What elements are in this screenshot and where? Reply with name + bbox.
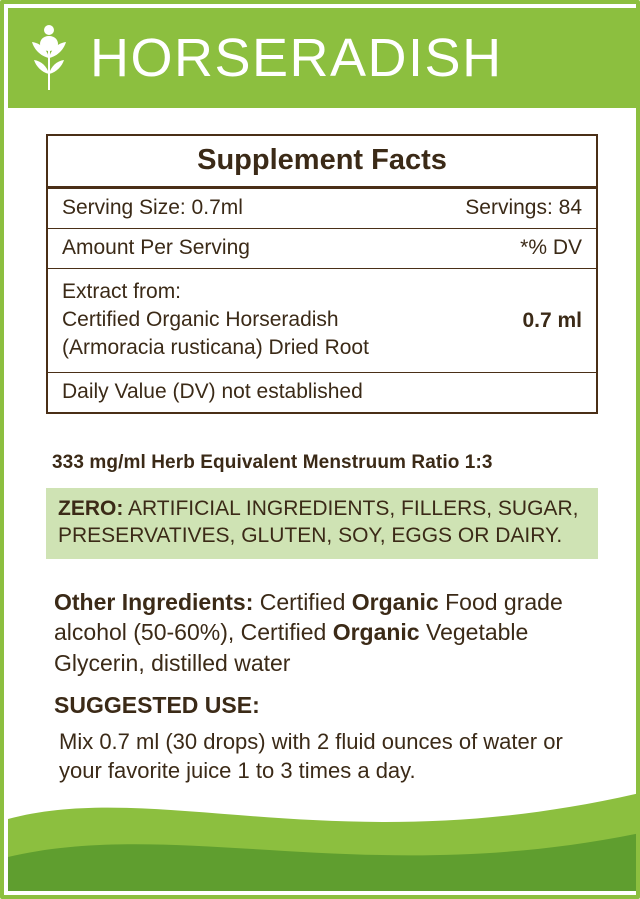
footer-swoosh	[8, 771, 640, 891]
servings-count-label: Servings: 84	[465, 196, 582, 219]
supplement-facts-title: Supplement Facts	[197, 144, 447, 176]
amount-per-serving-label: Amount Per Serving	[62, 236, 250, 259]
serving-row	[48, 189, 596, 228]
extract-amount: 0.7 ml	[522, 309, 582, 332]
amount-per-serving-row	[48, 229, 596, 268]
organic-emphasis-1: Organic	[351, 589, 439, 615]
percent-dv-header: *% DV	[520, 236, 582, 259]
extract-heading: Extract from:	[62, 280, 182, 303]
daily-value-note: Daily Value (DV) not established	[62, 380, 363, 404]
serving-size-label: Serving Size: 0.7ml	[62, 196, 243, 219]
plant-sprout-icon	[8, 8, 90, 108]
supplement-facts-panel	[46, 134, 598, 414]
other-ingredients-block	[54, 587, 602, 678]
other-ingredients-heading: Other Ingredients:	[54, 589, 254, 615]
herb-equivalent-line: 333 mg/ml Herb Equivalent Menstruum Ratio 1:3	[52, 452, 493, 473]
suggested-use-heading: SUGGESTED USE:	[54, 692, 260, 718]
zero-prefix: ZERO:	[58, 497, 124, 520]
other-ingredients-part-2: Food grade alcohol (50-60%), Certified	[54, 589, 563, 646]
zero-claims-band	[46, 488, 598, 559]
other-ingredients-part-3: Vegetable Glycerin, distilled water	[54, 619, 529, 676]
zero-text: ARTIFICIAL INGREDIENTS, FILLERS, SUGAR, PRESERVATIVES, GLUTEN, SOY, EGGS OR DAIRY.	[58, 497, 579, 548]
extract-block	[48, 269, 596, 372]
extract-line-2: (Armoracia rusticana) Dried Root	[62, 336, 369, 360]
label-header	[8, 8, 640, 108]
organic-emphasis-2: Organic	[332, 619, 420, 646]
suggested-use-body: Mix 0.7 ml (30 drops) with 2 fluid ounces of water or your favorite juice 1 to 3 times a day.	[59, 729, 563, 784]
brand-title: HORSERADISH	[90, 28, 503, 88]
extract-line-1: Certified Organic Horseradish	[62, 308, 339, 332]
other-ingredients-part-1: Certified	[253, 589, 352, 615]
